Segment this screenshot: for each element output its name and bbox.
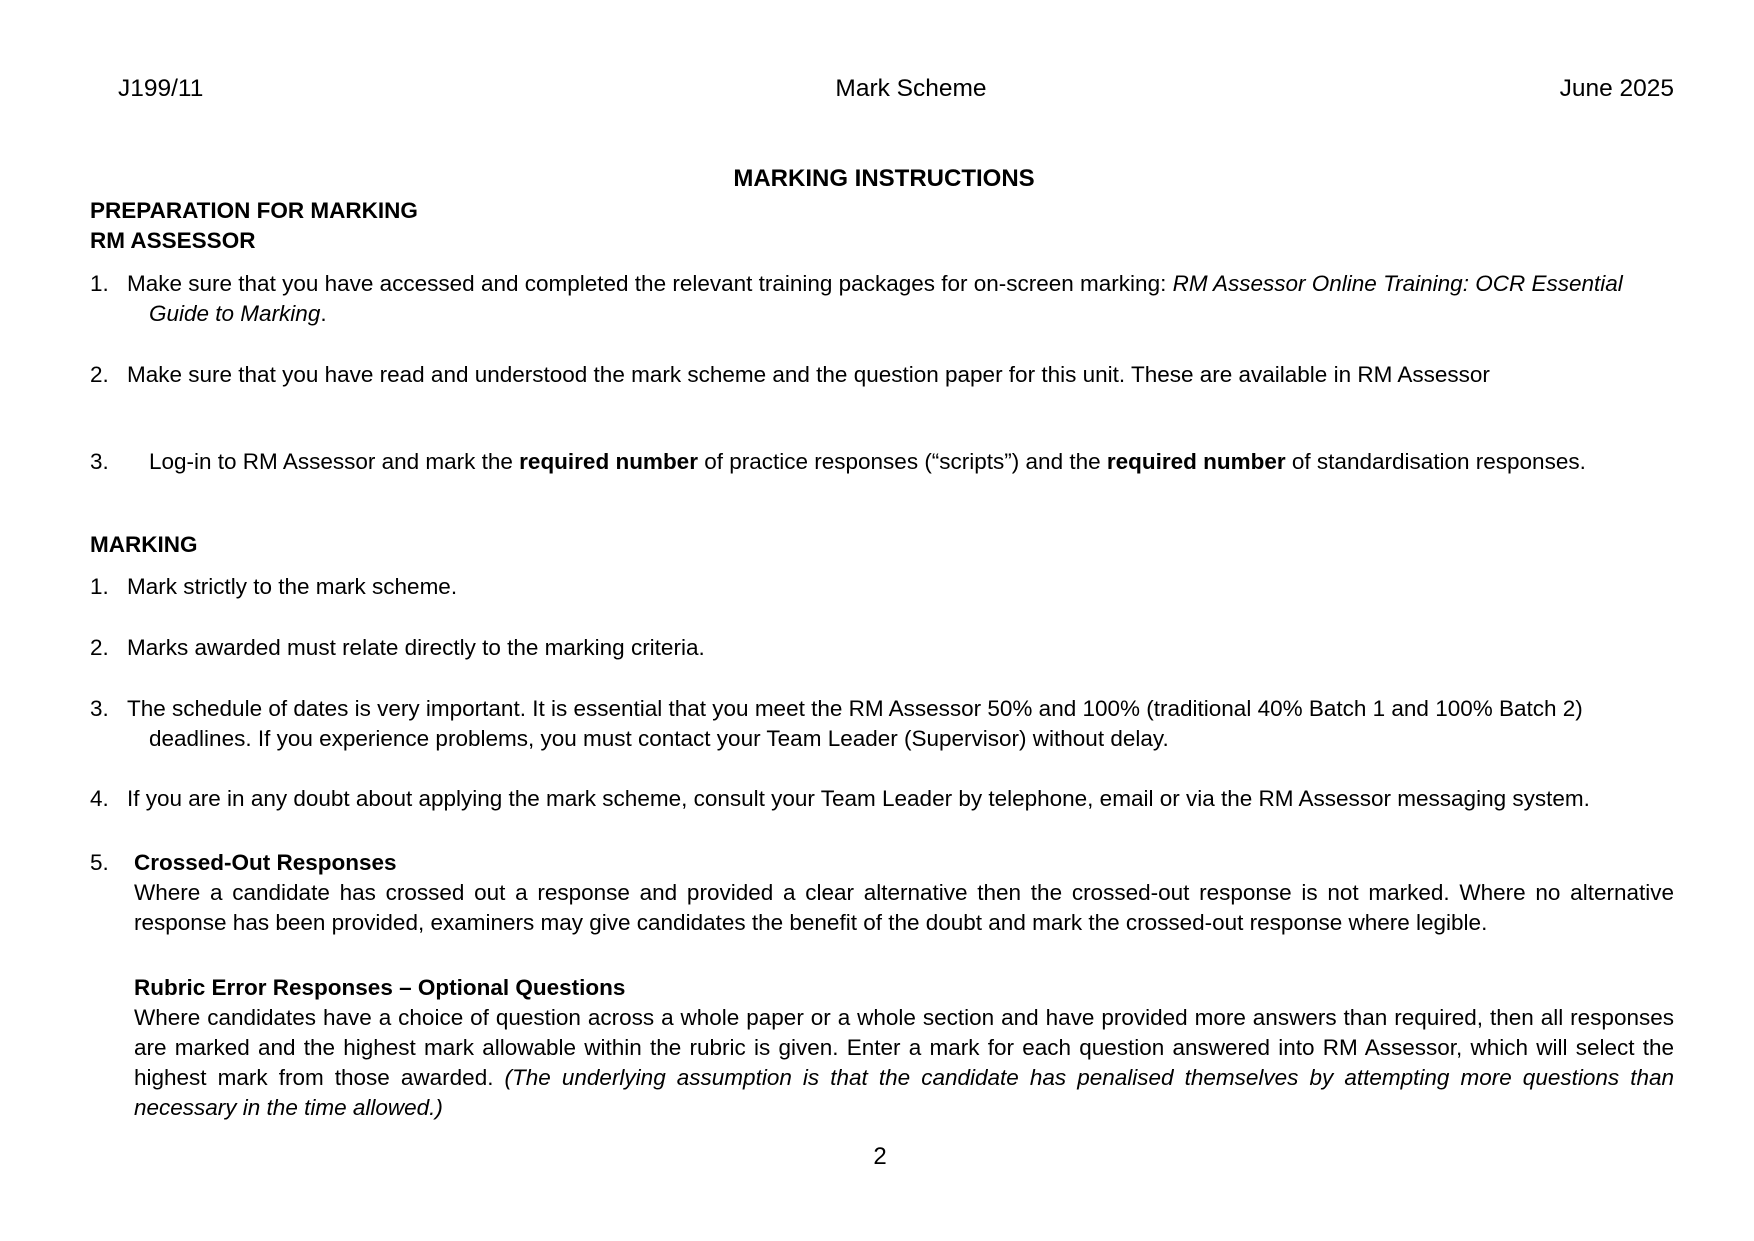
- rm-assessor-heading: RM ASSESSOR: [90, 228, 256, 253]
- prep-item-3: 3. Log-in to RM Assessor and mark the required number of practice responses (“scripts”) and the required number of standardisation responses.: [90, 447, 1674, 477]
- item-text: Mark strictly to the mark scheme.: [127, 574, 458, 599]
- page-title: MARKING INSTRUCTIONS: [733, 165, 1035, 192]
- bold-text: required number: [519, 449, 698, 474]
- page-header: [118, 74, 1674, 106]
- marking-item-4: [90, 784, 1674, 814]
- item-number: 3.: [90, 696, 109, 721]
- item-text: The schedule of dates is very important. It is essential that you meet the RM Assessor 50% and 100% (traditional 40% Batch 1 and 100% Batch 2): [127, 696, 1583, 721]
- item-number: 5.: [90, 850, 109, 875]
- marking-item-3: [90, 694, 1674, 754]
- marking-item-5: [90, 848, 1674, 878]
- item-end: .: [320, 301, 327, 326]
- item-number: 2.: [90, 362, 109, 387]
- rubric-italic: (The underlying assumption is that the candidate has penalised themselves by attempting more questions than necessary in the time allowed.): [134, 1065, 1674, 1120]
- item-text: Make sure that you have accessed and completed the relevant training packages for on-screen marking:: [127, 271, 1173, 296]
- item-number: 2.: [90, 635, 109, 660]
- prep-item-1: [90, 269, 1674, 329]
- item-number: 3.: [90, 449, 109, 474]
- rubric-heading: Rubric Error Responses – Optional Questions: [134, 975, 626, 1000]
- prep-heading: PREPARATION FOR MARKING: [90, 198, 418, 223]
- item-text: Make sure that you have read and understood the mark scheme and the question paper for this unit. These are available in RM Assessor: [127, 362, 1490, 387]
- item-italic-cont: Guide to Marking: [149, 301, 321, 326]
- bold-text: required number: [1106, 449, 1286, 474]
- header-date: June 2025: [1559, 75, 1674, 102]
- page-number: 2: [873, 1143, 887, 1170]
- marking-heading: MARKING: [90, 532, 198, 557]
- rubric-text: Where candidates have a choice of question across a whole paper or a whole section and have provided more answers than required, then all responses are marked and the highest mark allowable within the rubric is given. Enter a mark for each question answered into RM Assessor, which will select the highest mark from those awarded. (The underlying assumption is that the candidate has penalised themselves by attempting more questions than necessary in the time allowed.): [134, 1005, 1674, 1120]
- marking-item-2: [90, 633, 1674, 663]
- crossed-out-heading: Crossed-Out Responses: [134, 850, 397, 875]
- item-italic: RM Assessor Online Training: OCR Essential: [1172, 271, 1623, 296]
- item-text: If you are in any doubt about applying the mark scheme, consult your Team Leader by telephone, email or via the RM Assessor messaging system.: [127, 786, 1590, 811]
- item-number: 4.: [90, 786, 109, 811]
- marking-item-1: [90, 572, 1674, 602]
- item-text-cont: deadlines. If you experience problems, you must contact your Team Leader (Supervisor) without delay.: [149, 726, 1169, 751]
- paper-code: J199/11: [118, 75, 204, 102]
- item-number: 1.: [90, 574, 109, 599]
- item-text: Marks awarded must relate directly to the marking criteria.: [127, 635, 705, 660]
- crossed-out-text: Where a candidate has crossed out a response and provided a clear alternative then the crossed-out response is not marked. Where no alternative response has been provided, examiners may give candidates the benefit of the doubt and mark the crossed-out response where legible.: [134, 880, 1674, 935]
- item-number: 1.: [90, 271, 109, 296]
- prep-item-2: [90, 360, 1674, 390]
- header-title: Mark Scheme: [835, 75, 987, 102]
